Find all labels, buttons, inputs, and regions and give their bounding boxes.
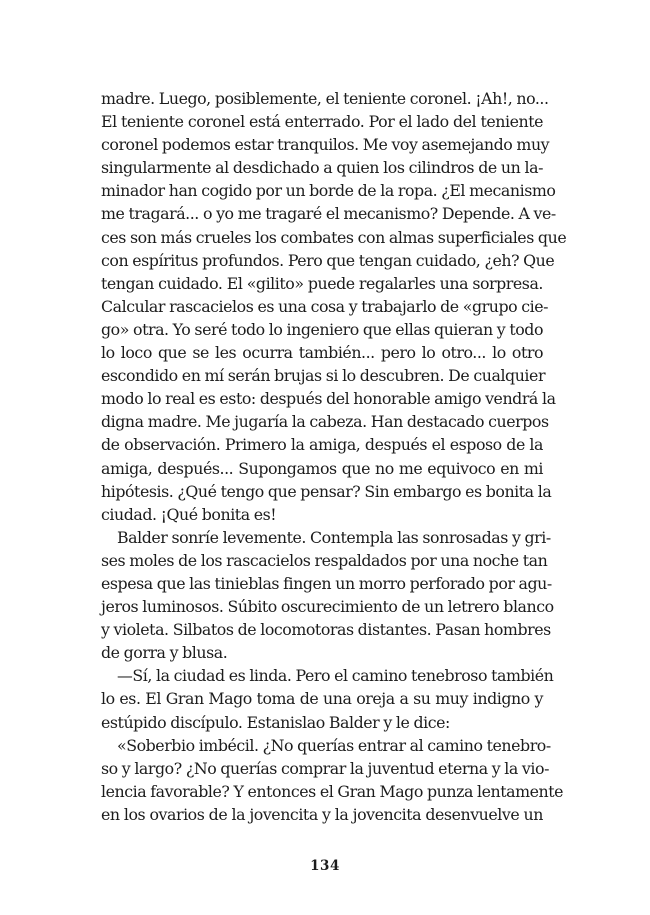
text-line: jeros luminosos. Súbito oscurecimiento de un letrero blanco bbox=[101, 597, 554, 617]
body-text bbox=[101, 87, 567, 826]
text-line: El teniente coronel está enterrado. Por el lado del teniente bbox=[101, 112, 543, 132]
text-line: lencia favorable? Y entonces el Gran Mago punza lentamente bbox=[101, 781, 564, 801]
text-line: ciudad. ¡Qué bonita es! bbox=[101, 504, 277, 524]
text-line: amiga, después... Supongamos que no me equivoco en mi bbox=[101, 458, 543, 478]
text-line: digna madre. Me jugaría la cabeza. Han destacado cuerpos bbox=[101, 412, 549, 432]
text-line: madre. Luego, posiblemente, el teniente coronel. ¡Ah!, no... bbox=[101, 89, 549, 108]
text-line: ses moles de los rascacielos respaldados por una noche tan bbox=[101, 550, 548, 570]
text-line: escondido en mí serán brujas si lo descubren. De cualquier bbox=[101, 366, 546, 386]
text-line: ces son más crueles los combates con almas superficiales que bbox=[101, 227, 567, 247]
text-line: estúpido discípulo. Estanislao Balder y le dice: bbox=[101, 712, 450, 732]
text-line: con espíritus profundos. Pero que tengan cuidado, ¿eh? Que bbox=[101, 250, 555, 270]
text-line: lo loco que se les ocurra también... pero lo otro... lo otro bbox=[101, 343, 543, 363]
page-number: 134 bbox=[310, 858, 340, 874]
text-line: espesa que las tinieblas fingen un morro perforado por agu- bbox=[101, 573, 552, 593]
text-line: «Soberbio imbécil. ¿No querías entrar al camino tenebro- bbox=[117, 735, 551, 755]
text-line: Calcular rascacielos es una cosa y trabajarlo de «grupo cie- bbox=[101, 296, 549, 316]
text-line: coronel podemos estar tranquilos. Me voy asemejando muy bbox=[101, 135, 550, 155]
text-line: modo lo real es esto: después del honorable amigo vendrá la bbox=[101, 389, 556, 409]
text-line: go» otra. Yo seré todo lo ingeniero que ellas quieran y todo bbox=[101, 319, 544, 339]
text-line: en los ovarios de la jovencita y la jovencita desenvuelve un bbox=[101, 804, 543, 824]
text-line: hipótesis. ¿Qué tengo que pensar? Sin embargo es bonita la bbox=[101, 481, 552, 501]
text-line: me tragará... o yo me tragaré el mecanismo? Depende. A ve- bbox=[101, 204, 556, 224]
text-line: minador han cogido por un borde de la ropa. ¿El mecanismo bbox=[101, 181, 556, 201]
text-line: singularmente al desdichado a quien los cilindros de un la- bbox=[101, 158, 543, 178]
text-line: —Sí, la ciudad es linda. Pero el camino tenebroso también bbox=[117, 666, 554, 686]
text-line: y violeta. Silbatos de locomotoras distantes. Pasan hombres bbox=[101, 620, 551, 640]
text-line: de observación. Primero la amiga, después el esposo de la bbox=[101, 435, 543, 455]
text-line: tengan cuidado. El «gilito» puede regalarles una sorpresa. bbox=[101, 273, 543, 293]
text-line: Balder sonríe levemente. Contempla las sonrosadas y gri- bbox=[117, 527, 551, 547]
text-line: so y largo? ¿No querías comprar la juventud eterna y la vio- bbox=[101, 758, 549, 778]
text-line: lo es. El Gran Mago toma de una oreja a su muy indigno y bbox=[101, 689, 543, 709]
text-line: de gorra y blusa. bbox=[101, 643, 228, 663]
